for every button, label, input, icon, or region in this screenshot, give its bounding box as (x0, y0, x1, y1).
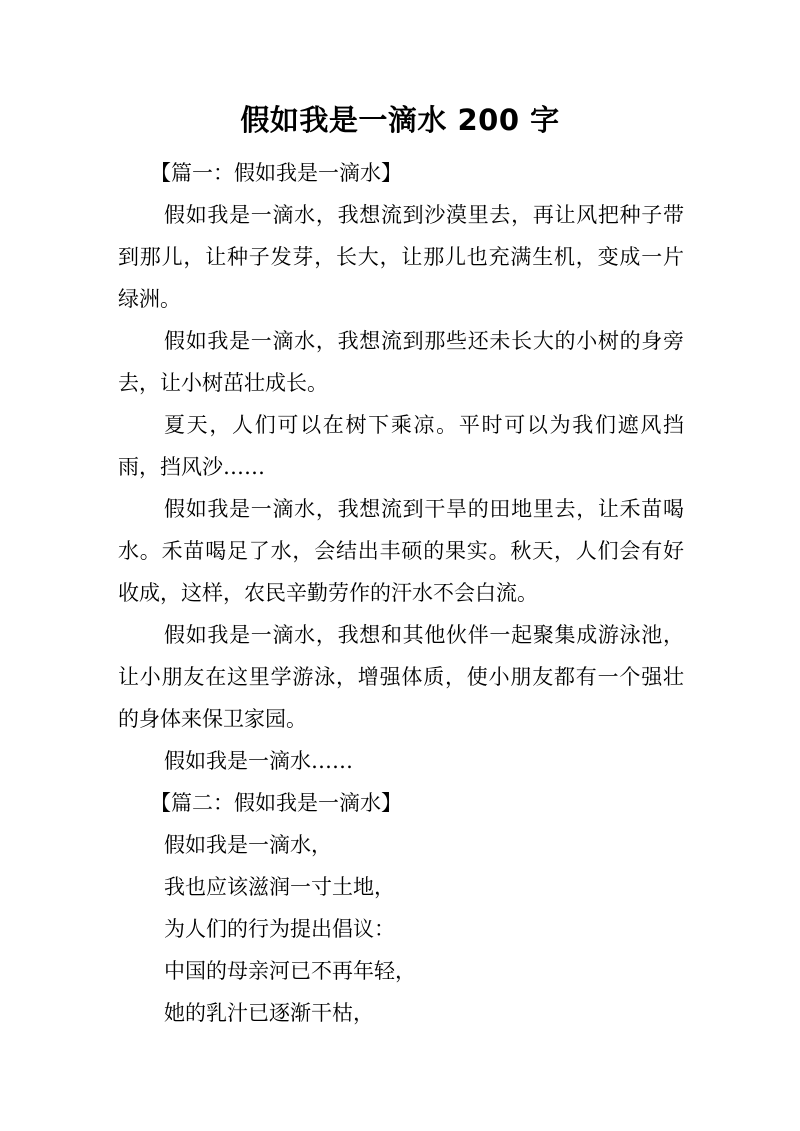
poem-line: 中国的母亲河已不再年轻， (164, 959, 416, 983)
poem-line: 假如我是一滴水， (164, 833, 332, 857)
document-title: 假如我是一滴水 200 字 (240, 103, 560, 137)
document-body (118, 152, 684, 1034)
paragraph: 假如我是一滴水，我想流到那些还未长大的小树的身旁去，让小树茁壮成长。 (118, 329, 684, 395)
paragraph: 夏天，人们可以在树下乘凉。平时可以为我们遮风挡雨，挡风沙…… (118, 413, 684, 479)
poem-line: 我也应该滋润一寸土地， (164, 875, 395, 899)
paragraph: 假如我是一滴水…… (164, 749, 353, 773)
paragraph: 假如我是一滴水，我想流到沙漠里去，再让风把种子带到那儿，让种子发芽，长大，让那儿也充满生机，变成一片绿洲。 (118, 203, 684, 311)
poem-line: 为人们的行为提出倡议： (164, 917, 395, 941)
paragraph: 假如我是一滴水，我想和其他伙伴一起聚集成游泳池，让小朋友在这里学游泳，增强体质，使小朋友都有一个强壮的身体来保卫家园。 (118, 623, 684, 731)
paragraph: 假如我是一滴水，我想流到干旱的田地里去，让禾苗喝水。禾苗喝足了水，会结出丰硕的果实。秋天，人们会有好收成，这样，农民辛勤劳作的汗水不会白流。 (118, 497, 684, 605)
section-heading-1: 【篇一：假如我是一滴水】 (150, 161, 402, 185)
poem-line: 她的乳汁已逐渐干枯， (164, 1001, 374, 1025)
section-heading-2: 【篇二：假如我是一滴水】 (150, 791, 402, 815)
